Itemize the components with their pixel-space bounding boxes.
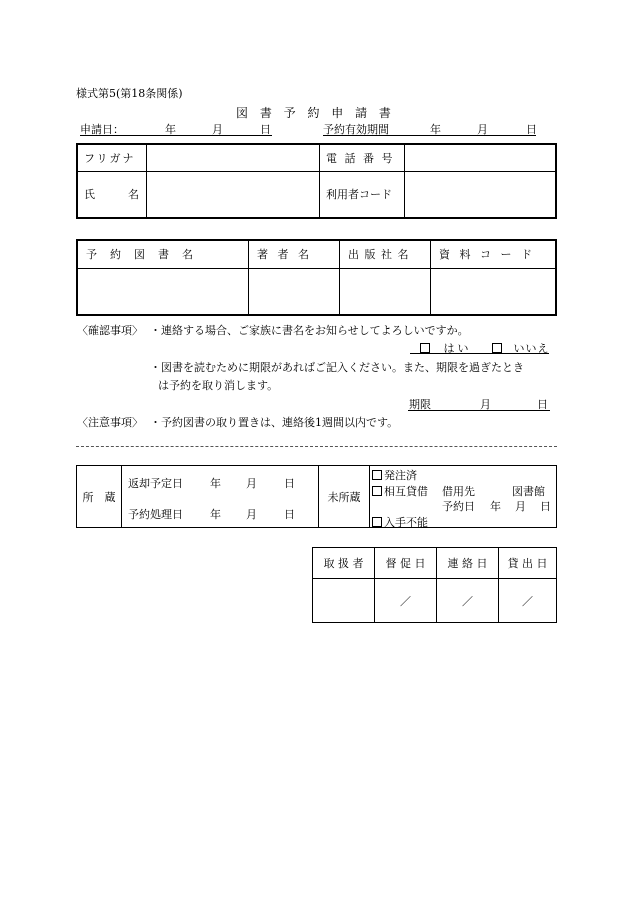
loan-header: 貸 出 日 <box>499 548 557 579</box>
valid-period-label: 予約有効期間 <box>323 123 389 136</box>
reserve-year: 年 <box>490 500 501 513</box>
return-date-label: 返却予定日 <box>128 477 183 490</box>
unobtainable-option[interactable] <box>372 514 428 530</box>
valid-period-underline <box>323 135 536 136</box>
ill-option[interactable] <box>372 483 428 499</box>
reserve-month: 月 <box>515 500 526 513</box>
order-option[interactable] <box>372 467 417 483</box>
ill-checkbox[interactable] <box>372 486 382 496</box>
confirm-q1: ・連絡する場合、ご家族に書名をお知らせしてよろしいですか。 <box>150 324 469 337</box>
phone-field[interactable] <box>405 144 557 171</box>
holdings-table <box>76 465 557 528</box>
confirm-q2-line1: ・図書を読むために期限があればご記入ください。また、期限を過ぎたとき <box>150 361 524 374</box>
unobtainable-label: 入手不能 <box>384 516 428 529</box>
not-held-options-cell <box>370 466 557 528</box>
book-title-field[interactable] <box>77 268 249 315</box>
user-code-label: 利用者コード <box>320 171 405 218</box>
name-label: 氏 名 <box>77 171 147 218</box>
reserve-day: 日 <box>540 500 551 513</box>
cut-line <box>76 446 557 447</box>
phone-label: 電 話 番 号 <box>320 144 405 171</box>
form-id: 様式第5(第18条関係) <box>76 87 183 100</box>
apply-day: 日 <box>260 123 271 136</box>
apply-year: 年 <box>165 123 176 136</box>
process-date-label: 予約処理日 <box>128 508 183 521</box>
handler-header: 取 扱 者 <box>313 548 375 579</box>
return-month: 月 <box>246 477 257 490</box>
process-month: 月 <box>246 508 257 521</box>
name-field[interactable] <box>147 171 320 218</box>
contact-header: 連 絡 日 <box>437 548 499 579</box>
author-field[interactable] <box>249 268 340 315</box>
return-year: 年 <box>210 477 221 490</box>
apply-date-underline <box>80 135 272 136</box>
deadline-day: 日 <box>537 398 548 411</box>
applicant-table <box>76 143 557 219</box>
yes-checkbox[interactable] <box>420 343 430 353</box>
furigana-field[interactable] <box>147 144 320 171</box>
unobtainable-checkbox[interactable] <box>372 517 382 527</box>
staff-table <box>312 547 557 623</box>
held-label: 所 蔵 <box>77 466 122 528</box>
author-header: 著 者 名 <box>249 240 340 268</box>
books-table <box>76 239 557 316</box>
user-code-field[interactable] <box>405 171 557 218</box>
valid-day: 日 <box>526 123 537 136</box>
ill-label: 相互貸借 <box>384 485 428 498</box>
notice-label: 〈注意事項〉 <box>77 416 143 429</box>
order-checkbox[interactable] <box>372 470 382 480</box>
deadline-label: 期限 <box>409 398 431 411</box>
process-day: 日 <box>284 508 295 521</box>
lender-label: 借用先 <box>442 485 475 498</box>
reminder-header: 督 促 日 <box>375 548 437 579</box>
publisher-header: 出 版 社 名 <box>340 240 431 268</box>
order-label: 発注済 <box>384 469 417 482</box>
library-label: 図書館 <box>512 485 545 498</box>
reserve-date-label: 予約日 <box>442 500 475 513</box>
confirm-q2-line2: は予約を取り消します。 <box>158 379 279 392</box>
furigana-label: フリガナ <box>77 144 147 171</box>
deadline-month: 月 <box>480 398 491 411</box>
book-title-header: 予 約 図 書 名 <box>77 240 249 268</box>
material-code-field[interactable] <box>431 268 557 315</box>
handler-field[interactable] <box>313 579 375 623</box>
valid-month: 月 <box>477 123 488 136</box>
no-label: いいえ <box>513 342 550 355</box>
notice-text: ・予約図書の取り置きは、連絡後1週間以内です。 <box>150 416 399 429</box>
contact-field[interactable]: ／ <box>437 579 499 623</box>
held-dates-cell <box>122 466 319 528</box>
page-title: 図 書 予 約 申 請 書 <box>236 106 395 120</box>
not-held-label: 未所蔵 <box>319 466 370 528</box>
apply-month: 月 <box>212 123 223 136</box>
reminder-field[interactable]: ／ <box>375 579 437 623</box>
loan-field[interactable]: ／ <box>499 579 557 623</box>
confirm-label: 〈確認事項〉 <box>77 324 143 337</box>
return-day: 日 <box>284 477 295 490</box>
no-checkbox[interactable] <box>492 343 502 353</box>
process-year: 年 <box>210 508 221 521</box>
yes-label: はい <box>443 342 472 355</box>
deadline-underline <box>408 410 550 411</box>
material-code-header: 資 料 コ ー ド <box>431 240 557 268</box>
yes-no-underline <box>410 353 549 354</box>
apply-date-label: 申請日： <box>80 123 124 136</box>
valid-year: 年 <box>430 123 441 136</box>
publisher-field[interactable] <box>340 268 431 315</box>
